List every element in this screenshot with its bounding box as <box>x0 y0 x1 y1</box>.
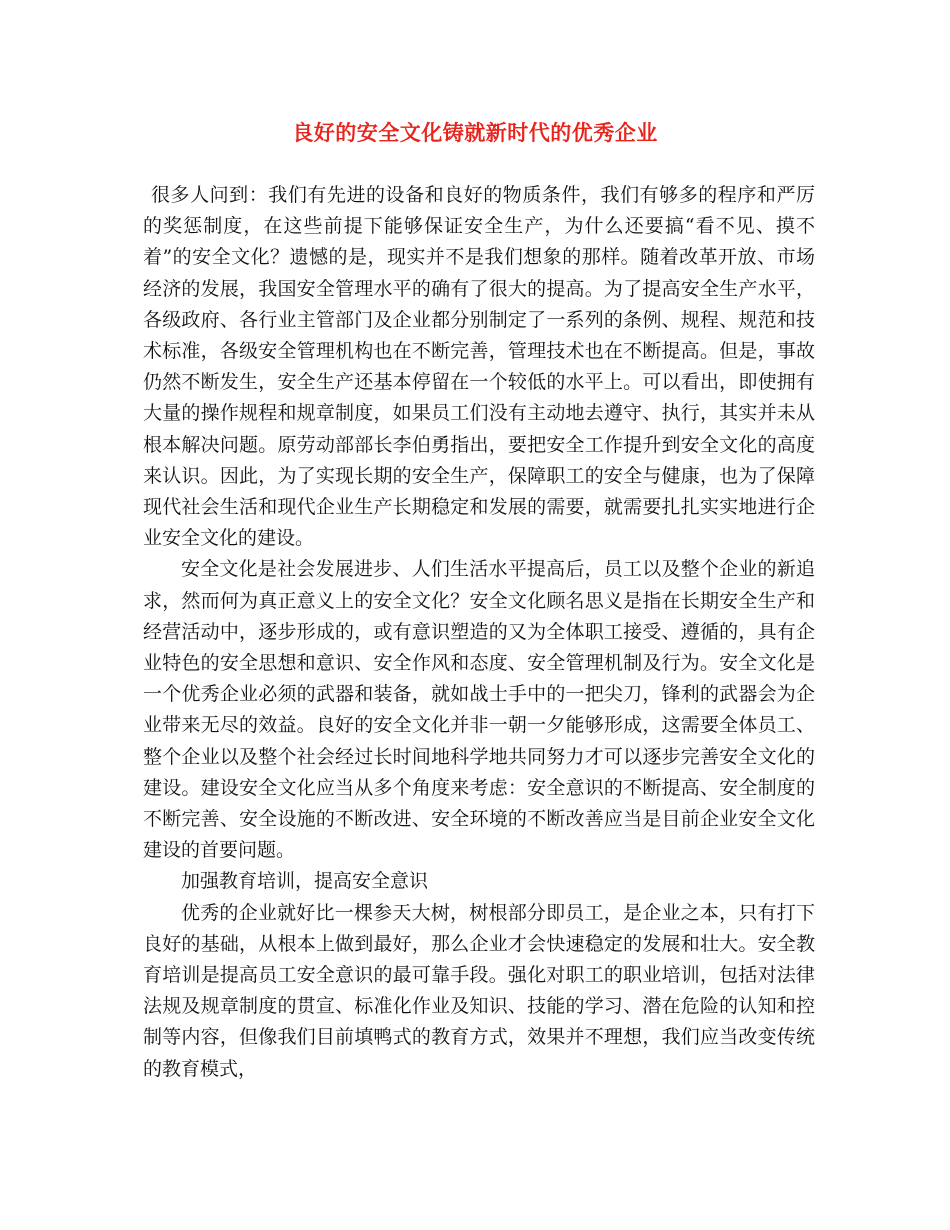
paragraph: 安全文化是社会发展进步、人们生活水平提高后，员工以及整个企业的新追求，然而何为真正意义上的安全文化？安全文化顾名思义是指在长期安全生产和经营活动中，逐步形成的，或有意识塑造的又为全体职工接受、遵循的，具有企业特色的安全思想和意识、安全作风和态度、安全管理机制及行为。安全文化是一个优秀企业必须的武器和装备，就如战士手中的一把尖刀，锋利的武器会为企业带来无尽的效益。良好的安全文化并非一朝一夕能够形成，这需要全体员工、整个企业以及整个社会经过长时间地科学地共同努力才可以逐步完善安全文化的建设。建设安全文化应当从多个角度来考虑：安全意识的不断提高、安全制度的不断完善、安全设施的不断改进、安全环境的不断改善应当是目前企业安全文化建设的首要问题。 <box>143 558 815 862</box>
section-heading: 加强教育培训，提高安全意识 <box>181 870 429 893</box>
document-title: 良好的安全文化铸就新时代的优秀企业 <box>292 121 658 145</box>
document-body <box>143 180 815 1085</box>
paragraph: 很多人问到：我们有先进的设备和良好的物质条件，我们有够多的程序和严厉的奖惩制度，在这些前提下能够保证安全生产，为什么还要搞“看不见、摸不着”的安全文化？遗憾的是，现实并不是我们想象的那样。随着改革开放、市场经济的发展，我国安全管理水平的确有了很大的提高。为了提高安全生产水平，各级政府、各行业主管部门及企业都分别制定了一系列的条例、规程、规范和技术标准，各级安全管理机构也在不断完善，管理技术也在不断提高。但是，事故仍然不断发生，安全生产还基本停留在一个较低的水平上。可以看出，即使拥有大量的操作规程和规章制度，如果员工们没有主动地去遵守、执行，其实并未从根本解决问题。原劳动部部长李伯勇指出，要把安全工作提升到安全文化的高度来认识。因此，为了实现长期的安全生产，保障职工的安全与健康，也为了保障现代社会生活和现代企业生产长期稳定和发展的需要，就需要扎扎实实地进行企业安全文化的建设。 <box>143 184 815 550</box>
paragraph: 优秀的企业就好比一棵参天大树，树根部分即员工，是企业之本，只有打下良好的基础，从根本上做到最好，那么企业才会快速稳定的发展和壮大。安全教育培训是提高员工安全意识的最可靠手段。强化对职工的职业培训，包括对法律法规及规章制度的贯宣、标准化作业及知识、技能的学习、潜在危险的认知和控制等内容，但像我们目前填鸭式的教育方式，效果并不理想，我们应当改变传统的教育模式， <box>143 901 815 1080</box>
